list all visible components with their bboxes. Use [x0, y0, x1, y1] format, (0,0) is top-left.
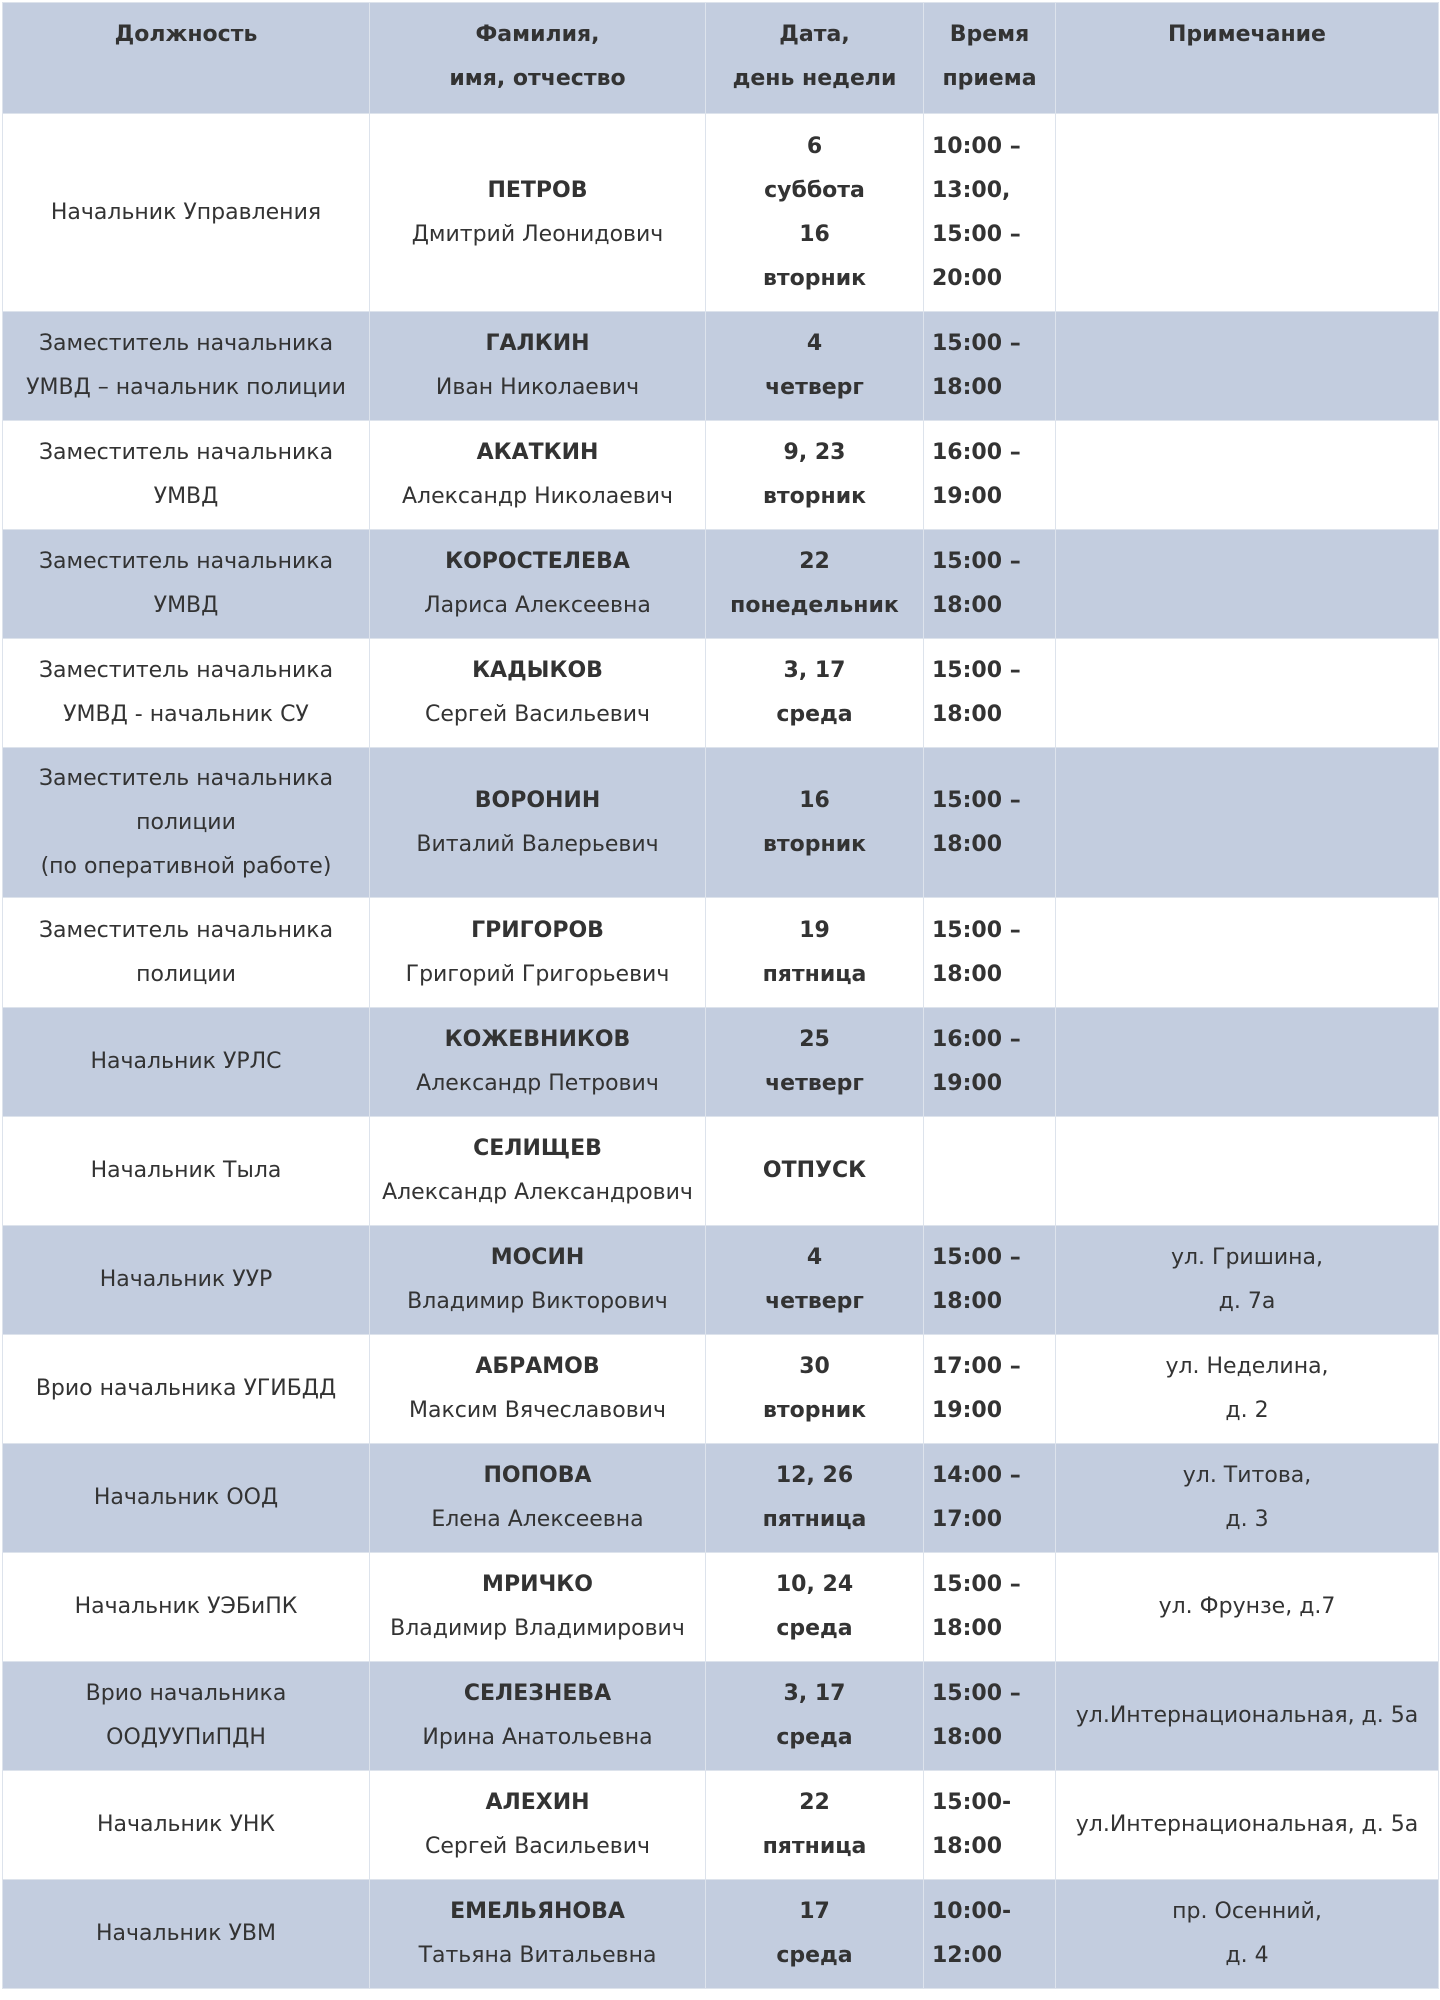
date-cell-line: 19	[799, 917, 830, 943]
date-cell	[706, 421, 924, 530]
given-names: Александр Петрович	[416, 1071, 659, 1096]
date-cell	[706, 1117, 924, 1226]
position-cell	[3, 1662, 370, 1771]
given-names: Сергей Васильевич	[424, 702, 651, 727]
position-cell-line: полиции	[136, 809, 236, 835]
position-cell	[3, 1553, 370, 1662]
name-cell	[370, 1226, 706, 1335]
given-names: Владимир Викторович	[407, 1289, 668, 1314]
position-cell-line: Начальник УЭБиПК	[74, 1594, 298, 1619]
given-names: Иван Николаевич	[435, 375, 640, 400]
note-cell-line: д. 7а	[1218, 1289, 1276, 1314]
date-cell	[706, 530, 924, 639]
time-cell	[924, 748, 1056, 898]
header-time: Время приема	[924, 3, 1056, 114]
position-cell-line: Начальник Тыла	[90, 1158, 282, 1183]
note-cell-line: д. 2	[1225, 1398, 1269, 1423]
table-row	[3, 1117, 1439, 1226]
time-cell	[924, 898, 1056, 1008]
date-cell	[706, 114, 924, 312]
given-names: Григорий Григорьевич	[405, 961, 670, 987]
date-cell-line: четверг	[765, 1071, 864, 1096]
note-cell	[1056, 114, 1439, 312]
note-cell	[1056, 1553, 1439, 1662]
date-cell	[706, 639, 924, 748]
position-cell	[3, 1008, 370, 1117]
time-cell	[924, 1880, 1056, 1989]
time-cell-line: 15:00 –	[932, 917, 1021, 943]
position-cell-line: Начальник ООД	[93, 1485, 279, 1510]
name-cell	[370, 421, 706, 530]
position-cell-line: Начальник УНК	[96, 1812, 276, 1837]
header-name: Фамилия, имя, отчество	[370, 3, 706, 114]
date-cell-line: 30	[799, 1354, 830, 1379]
table-row	[3, 1226, 1439, 1335]
surname: МРИЧКО	[482, 1572, 593, 1597]
position-cell	[3, 1771, 370, 1880]
surname: КОЖЕВНИКОВ	[444, 1027, 631, 1052]
table-row	[3, 1335, 1439, 1444]
date-cell-line: 3, 17	[783, 658, 846, 683]
date-cell-line: 6	[806, 133, 823, 159]
time-cell	[924, 530, 1056, 639]
note-cell-line: ул.Интернациональная, д. 5а	[1075, 1703, 1419, 1728]
note-cell	[1056, 421, 1439, 530]
time-cell-line: 19:00	[932, 1398, 1003, 1423]
table-row	[3, 421, 1439, 530]
date-cell-line: вторник	[762, 831, 867, 857]
given-names: Владимир Владимирович	[390, 1616, 685, 1641]
given-names: Лариса Алексеевна	[424, 593, 651, 618]
time-cell-line: 18:00	[932, 375, 1003, 400]
position-cell-line: Начальник УВМ	[96, 1921, 276, 1946]
table-row	[3, 1662, 1439, 1771]
date-cell	[706, 1553, 924, 1662]
position-cell	[3, 1444, 370, 1553]
name-cell	[370, 1553, 706, 1662]
time-cell-line: 17:00	[932, 1507, 1003, 1532]
time-cell	[924, 639, 1056, 748]
position-cell-line: Заместитель начальника	[38, 549, 334, 574]
date-cell-line: вторник	[762, 484, 867, 509]
note-cell	[1056, 1444, 1439, 1553]
date-cell-line: 22	[799, 1790, 830, 1815]
time-cell-line: 18:00	[932, 1834, 1003, 1859]
time-cell	[924, 1226, 1056, 1335]
given-names: Сергей Васильевич	[424, 1834, 651, 1859]
given-names: Виталий Валерьевич	[416, 831, 659, 857]
position-cell-line: Начальник Управления	[50, 199, 322, 225]
position-cell	[3, 639, 370, 748]
time-cell-line: 15:00 –	[932, 1245, 1021, 1270]
note-cell-line: ул. Неделина,	[1165, 1354, 1329, 1379]
name-cell	[370, 1444, 706, 1553]
time-cell	[924, 1117, 1056, 1226]
position-cell-line: ООДУУПиПДН	[106, 1725, 266, 1750]
surname: КОРОСТЕЛЕВА	[445, 549, 630, 574]
position-cell	[3, 748, 370, 898]
date-cell-line: вторник	[762, 1398, 867, 1423]
time-cell-line: 15:00-	[932, 1790, 1012, 1815]
surname: МОСИН	[490, 1245, 585, 1270]
time-cell	[924, 114, 1056, 312]
date-cell-line: пятница	[762, 961, 867, 987]
note-cell	[1056, 1662, 1439, 1771]
position-cell	[3, 530, 370, 639]
time-cell-line: 18:00	[932, 1289, 1003, 1314]
position-cell-line: (по оперативной работе)	[40, 853, 332, 879]
date-cell	[706, 748, 924, 898]
date-cell-line: вторник	[762, 265, 867, 291]
position-cell-line: Заместитель начальника	[38, 440, 334, 465]
given-names: Елена Алексеевна	[431, 1507, 644, 1532]
date-cell-line: 16	[799, 221, 830, 247]
table-row	[3, 748, 1439, 898]
time-cell-line: 15:00 –	[932, 1681, 1021, 1706]
time-cell	[924, 1553, 1056, 1662]
note-cell	[1056, 1117, 1439, 1226]
date-cell	[706, 1008, 924, 1117]
surname: ПЕТРОВ	[487, 177, 588, 203]
time-cell-line: 16:00 –	[932, 440, 1021, 465]
date-cell	[706, 1226, 924, 1335]
position-cell	[3, 898, 370, 1008]
given-names: Татьяна Витальевна	[418, 1943, 657, 1968]
date-cell-line: четверг	[765, 375, 864, 400]
position-cell-line: Заместитель начальника	[38, 917, 334, 943]
position-cell	[3, 1117, 370, 1226]
surname: АБРАМОВ	[475, 1354, 600, 1379]
time-cell-line: 15:00 –	[932, 787, 1021, 813]
note-cell	[1056, 312, 1439, 421]
given-names: Дмитрий Леонидович	[411, 221, 664, 247]
date-cell	[706, 1335, 924, 1444]
note-cell	[1056, 748, 1439, 898]
time-cell	[924, 421, 1056, 530]
time-cell-line: 13:00,	[932, 177, 1011, 203]
date-cell-line: пятница	[762, 1507, 867, 1532]
position-cell-line: Врио начальника УГИБДД	[35, 1376, 337, 1401]
note-cell-line: ул. Фрунзе, д.7	[1158, 1594, 1336, 1619]
time-cell	[924, 1444, 1056, 1553]
time-cell-line: 18:00	[932, 831, 1003, 857]
date-cell	[706, 1444, 924, 1553]
header-note: Примечание	[1056, 3, 1439, 114]
note-cell	[1056, 1226, 1439, 1335]
name-cell	[370, 1880, 706, 1989]
given-names: Максим Вячеславович	[409, 1398, 666, 1423]
surname: ЕМЕЛЬЯНОВА	[450, 1899, 625, 1924]
surname: КАДЫКОВ	[472, 658, 603, 683]
date-cell-line: среда	[776, 1616, 853, 1641]
date-cell	[706, 312, 924, 421]
name-cell	[370, 748, 706, 898]
table-row	[3, 1771, 1439, 1880]
time-cell-line: 10:00-	[932, 1899, 1012, 1924]
time-cell-line: 19:00	[932, 484, 1003, 509]
date-cell-line: 16	[799, 787, 830, 813]
table-row	[3, 898, 1439, 1008]
note-cell	[1056, 639, 1439, 748]
position-cell-line: УМВД	[153, 593, 219, 618]
date-cell-line: 4	[806, 1245, 823, 1270]
position-cell-line: Заместитель начальника	[38, 658, 334, 683]
date-cell-line: 22	[799, 549, 830, 574]
date-cell-line: 4	[806, 331, 823, 356]
header-position: Должность	[3, 3, 370, 114]
table-row	[3, 1444, 1439, 1553]
time-cell-line: 18:00	[932, 961, 1003, 987]
reception-schedule-table	[2, 2, 1439, 1989]
note-cell	[1056, 1771, 1439, 1880]
given-names: Александр Николаевич	[402, 484, 673, 509]
surname: ГАЛКИН	[485, 331, 590, 356]
position-cell	[3, 1335, 370, 1444]
surname: АЛЕХИН	[485, 1790, 590, 1815]
date-cell-line: понедельник	[730, 593, 899, 618]
name-cell	[370, 530, 706, 639]
position-cell-line: Начальник УУР	[99, 1267, 273, 1292]
date-cell-line: среда	[776, 1943, 853, 1968]
note-cell-line: ул.Интернациональная, д. 5а	[1075, 1812, 1419, 1837]
date-cell-line: 3, 17	[783, 1681, 846, 1706]
position-cell	[3, 1226, 370, 1335]
name-cell	[370, 1335, 706, 1444]
name-cell	[370, 898, 706, 1008]
date-cell-line: суббота	[764, 177, 865, 203]
table-row	[3, 312, 1439, 421]
time-cell-line: 15:00 –	[932, 1572, 1021, 1597]
header-date: Дата, день недели	[706, 3, 924, 114]
position-cell-line: УМВД – начальник полиции	[26, 375, 346, 400]
surname: ПОПОВА	[483, 1463, 592, 1488]
surname: СЕЛИЩЕВ	[473, 1136, 602, 1161]
note-cell	[1056, 1335, 1439, 1444]
date-cell-line: 17	[799, 1899, 830, 1924]
table-header-row	[3, 3, 1439, 114]
time-cell-line: 18:00	[932, 702, 1003, 727]
note-cell	[1056, 898, 1439, 1008]
time-cell-line: 20:00	[932, 265, 1003, 291]
date-cell-line: 25	[799, 1027, 830, 1052]
note-cell	[1056, 1880, 1439, 1989]
position-cell	[3, 114, 370, 312]
time-cell	[924, 1771, 1056, 1880]
time-cell-line: 18:00	[932, 1725, 1003, 1750]
name-cell	[370, 1771, 706, 1880]
surname: ВОРОНИН	[474, 787, 601, 813]
time-cell-line: 15:00 –	[932, 549, 1021, 574]
date-cell-line: 9, 23	[783, 440, 846, 465]
table-row	[3, 639, 1439, 748]
table-row	[3, 1553, 1439, 1662]
date-cell	[706, 1771, 924, 1880]
time-cell-line: 15:00 –	[932, 658, 1021, 683]
position-cell-line: Заместитель начальника	[38, 765, 334, 791]
table-row	[3, 114, 1439, 312]
time-cell-line: 17:00 –	[932, 1354, 1021, 1379]
time-cell-line: 10:00 –	[932, 133, 1021, 159]
note-cell-line: ул. Гришина,	[1170, 1245, 1324, 1270]
position-cell-line: УМВД	[153, 484, 219, 509]
surname: ГРИГОРОВ	[471, 917, 604, 943]
time-cell	[924, 312, 1056, 421]
position-cell-line: Заместитель начальника	[38, 331, 334, 356]
note-cell-line: д. 4	[1225, 1943, 1269, 1968]
date-cell	[706, 1662, 924, 1771]
position-cell-line: полиции	[136, 961, 236, 987]
time-cell-line: 16:00 –	[932, 1027, 1021, 1052]
name-cell	[370, 1117, 706, 1226]
given-names: Ирина Анатольевна	[422, 1725, 653, 1750]
time-cell-line: 12:00	[932, 1943, 1003, 1968]
note-cell-line: пр. Осенний,	[1172, 1899, 1322, 1924]
name-cell	[370, 1008, 706, 1117]
date-cell	[706, 1880, 924, 1989]
note-cell	[1056, 530, 1439, 639]
surname: СЕЛЕЗНЕВА	[463, 1681, 612, 1706]
position-cell	[3, 1880, 370, 1989]
date-cell-line: 12, 26	[775, 1463, 854, 1488]
date-cell-line: четверг	[765, 1289, 864, 1314]
date-cell-line: среда	[776, 1725, 853, 1750]
date-cell-line: среда	[776, 702, 853, 727]
time-cell-line: 15:00 –	[932, 221, 1021, 247]
time-cell-line: 18:00	[932, 593, 1003, 618]
time-cell-line: 18:00	[932, 1616, 1003, 1641]
time-cell	[924, 1335, 1056, 1444]
time-cell-line: 15:00 –	[932, 331, 1021, 356]
note-cell	[1056, 1008, 1439, 1117]
position-cell-line: Начальник УРЛС	[90, 1049, 282, 1074]
time-cell	[924, 1662, 1056, 1771]
position-cell-line: УМВД - начальник СУ	[63, 702, 309, 727]
date-cell	[706, 898, 924, 1008]
date-cell-line: ОТПУСК	[762, 1158, 867, 1183]
table-row	[3, 1008, 1439, 1117]
position-cell-line: Врио начальника	[85, 1681, 287, 1706]
time-cell	[924, 1008, 1056, 1117]
table-row	[3, 530, 1439, 639]
position-cell	[3, 312, 370, 421]
note-cell-line: ул. Титова,	[1182, 1463, 1312, 1488]
note-cell-line: д. 3	[1225, 1507, 1269, 1532]
table-row	[3, 1880, 1439, 1989]
name-cell	[370, 639, 706, 748]
name-cell	[370, 1662, 706, 1771]
name-cell	[370, 114, 706, 312]
surname: АКАТКИН	[476, 440, 599, 465]
given-names: Александр Александрович	[382, 1180, 693, 1205]
time-cell-line: 14:00 –	[932, 1463, 1021, 1488]
position-cell	[3, 421, 370, 530]
time-cell-line: 19:00	[932, 1071, 1003, 1096]
name-cell	[370, 312, 706, 421]
date-cell-line: пятница	[762, 1834, 867, 1859]
date-cell-line: 10, 24	[775, 1572, 854, 1597]
